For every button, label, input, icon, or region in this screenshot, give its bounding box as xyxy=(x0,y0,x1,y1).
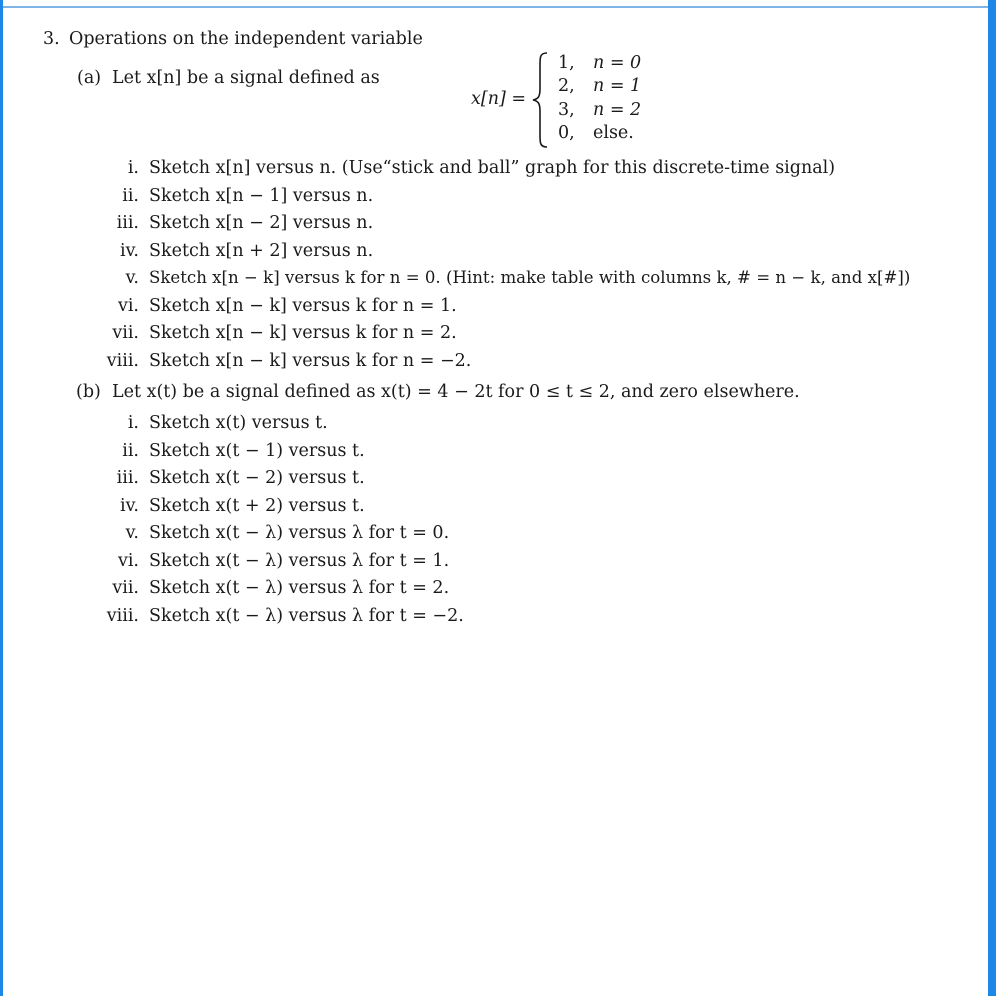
case-value: 3, xyxy=(558,100,575,120)
case-condition: else. xyxy=(593,123,634,143)
list-item-text: Sketch x[n] versus n. (Use“stick and ball” graph for this discrete-time signal) xyxy=(149,158,836,178)
list-item-number: vii. xyxy=(112,578,139,598)
list-item-number: iii. xyxy=(116,213,139,233)
list-item-text: Sketch x[n − 1] versus n. xyxy=(149,186,374,206)
list-item-text: Sketch x[n − k] versus k for n = −2. xyxy=(149,351,472,371)
part-a-intro: Let x[n] be a signal defined as xyxy=(112,68,380,88)
list-item-text: Sketch x(t − λ) versus λ for t = 2. xyxy=(149,578,450,598)
list-item-number: iv. xyxy=(120,496,139,516)
list-item-text: Sketch x[n − k] versus k for n = 1. xyxy=(149,296,457,316)
part-a-label: (a) xyxy=(77,68,102,88)
problem-title: Operations on the independent variable xyxy=(69,29,423,49)
list-item-number: iv. xyxy=(120,241,139,261)
list-item-number: i. xyxy=(127,158,139,178)
list-item-number: viii. xyxy=(106,606,139,626)
problem-number: 3. xyxy=(43,29,60,49)
part-b-intro: Let x(t) be a signal defined as x(t) = 4 − 2t for 0 ≤ t ≤ 2, and zero elsewhere. xyxy=(112,382,800,402)
part-b-label: (b) xyxy=(76,382,101,402)
list-item-text: Sketch x(t − λ) versus λ for t = 1. xyxy=(149,551,450,571)
left-brace-icon xyxy=(531,51,551,149)
case-condition: n = 2 xyxy=(593,100,642,120)
list-item-number: v. xyxy=(125,268,139,288)
window-right-border xyxy=(988,0,996,996)
list-item-text: Sketch x(t − 1) versus t. xyxy=(149,441,365,461)
list-item-number: viii. xyxy=(106,351,139,371)
list-item-text: Sketch x[n + 2] versus n. xyxy=(149,241,374,261)
list-item-number: i. xyxy=(127,413,139,433)
list-item-text: Sketch x(t) versus t. xyxy=(149,413,328,433)
list-item-text: Sketch x(t − λ) versus λ for t = −2. xyxy=(149,606,464,626)
list-item-text: Sketch x[n − k] versus k for n = 2. xyxy=(149,323,457,343)
case-condition: n = 1 xyxy=(593,76,642,96)
case-condition: n = 0 xyxy=(593,53,642,73)
list-item-text: Sketch x[n − k] versus k for n = 0. (Hint: make table with columns k, # = n − k, and x[#]) xyxy=(149,268,911,287)
list-item-text: Sketch x(t − λ) versus λ for t = 0. xyxy=(149,523,450,543)
list-item-number: ii. xyxy=(122,441,139,461)
case-value: 2, xyxy=(558,76,575,96)
list-item-number: iii. xyxy=(116,468,139,488)
list-item-number: vii. xyxy=(112,323,139,343)
list-item-text: Sketch x(t + 2) versus t. xyxy=(149,496,365,516)
case-value: 0, xyxy=(558,123,575,143)
list-item-number: vi. xyxy=(117,551,139,571)
list-item-text: Sketch x(t − 2) versus t. xyxy=(149,468,365,488)
list-item-number: ii. xyxy=(122,186,139,206)
list-item-number: vi. xyxy=(117,296,139,316)
piecewise-lhs: x[n] = xyxy=(471,89,527,109)
list-item-text: Sketch x[n − 2] versus n. xyxy=(149,213,374,233)
list-item-number: v. xyxy=(125,523,139,543)
case-value: 1, xyxy=(558,53,575,73)
